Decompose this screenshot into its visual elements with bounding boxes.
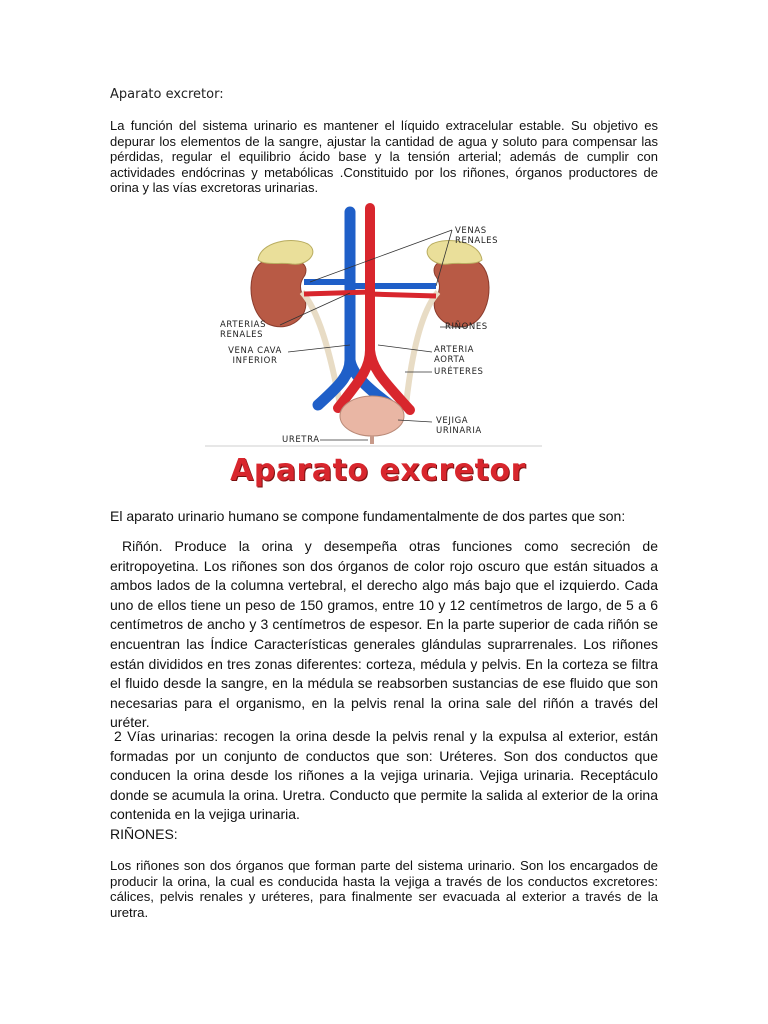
left-kidney: [434, 259, 489, 327]
rinones-heading: RIÑONES:: [110, 826, 178, 842]
intro-paragraph: La función del sistema urinario es mantener el líquido extracelular estable. Su objetivo es depurar los elementos de la sangre, ajustar la cantidad de agua y soluto para compensar las pérdidas, regular el equilibrio ácido base y la tensión arterial; además de cumplir con actividades endócrinas y metabólicas .Constituido por los riñones, órganos productores de orina y las vías excretoras urinarias.: [110, 118, 658, 195]
label-ureteres: URÉTERES: [434, 367, 484, 377]
right-adrenal-gland: [258, 241, 313, 265]
label-arteria-aorta: ARTERIA AORTA: [434, 345, 475, 365]
label-rinones: RIÑONES: [445, 322, 488, 332]
left-renal-artery: [370, 294, 436, 296]
label-vena-cava: VENA CAVA INFERIOR: [228, 346, 282, 366]
rinon-paragraph: Riñón. Produce la orina y desempeña otras funciones como secreción de eritropoyetina. Los riñones son dos órganos de color rojo oscuro que están situados a ambos lados de la columna vertebral, el derecho algo más bajo que el izquierdo. Cada uno de ellos tiene un peso de 150 gramos, entre 10 y 12 centímetros de largo, de 5 a 6 centímetros de ancho y 3 centímetros de espesor. En la parte superior de cada riñón se encuentran las Índice Características generales glándulas suprarrenales. Los riñones están divididos en tres zonas diferentes: corteza, médula y pelvis. En la corteza se filtra el fluido desde la sangre, en la médula se reabsorben sustancias de ese fluido que son necesarias para el organismo, en la pelvis renal la orina sale del riñón a través del uréter.: [110, 538, 658, 731]
parts-intro-paragraph: El aparato urinario humano se compone fundamentalmente de dos partes que son:: [110, 508, 626, 524]
label-vejiga-urinaria: VEJIGA URINARIA: [436, 416, 482, 436]
right-renal-artery: [304, 292, 370, 294]
label-uretra: URETRA: [282, 435, 320, 445]
label-venas-renales: VENAS RENALES: [455, 226, 499, 246]
leader-aorta: [378, 345, 432, 352]
excretory-system-figure: [200, 200, 560, 495]
rinones-paragraph: Los riñones son dos órganos que forman parte del sistema urinario. Son los encargados de producir la orina, la cual es conducida hasta la vejiga a través de los conductos excretores: cálices, pelvis renales y uréteres, para finalmente ser evacuada al exterior a través de la uretra.: [110, 858, 658, 920]
figure-title: Aparato excretor: [230, 453, 526, 488]
leader-vena-cava: [288, 345, 350, 352]
vias-urinarias-paragraph: 2 Vías urinarias: recogen la orina desde la pelvis renal y la expulsa al exterior, están formadas por un conjunto de conductos que son: Uréteres. Son dos conductos que conducen la orina desde los riñones a la vejiga urinaria. Vejiga urinaria. Receptáculo donde se acumula la orina. Uretra. Conducto que permite la salida al exterior de la orina contenida en la vejiga urinaria.: [110, 728, 658, 823]
document-heading: Aparato excretor:: [110, 87, 224, 102]
label-arterias-renales: ARTERIAS RENALES: [220, 320, 267, 340]
bladder-shape: [340, 396, 404, 436]
